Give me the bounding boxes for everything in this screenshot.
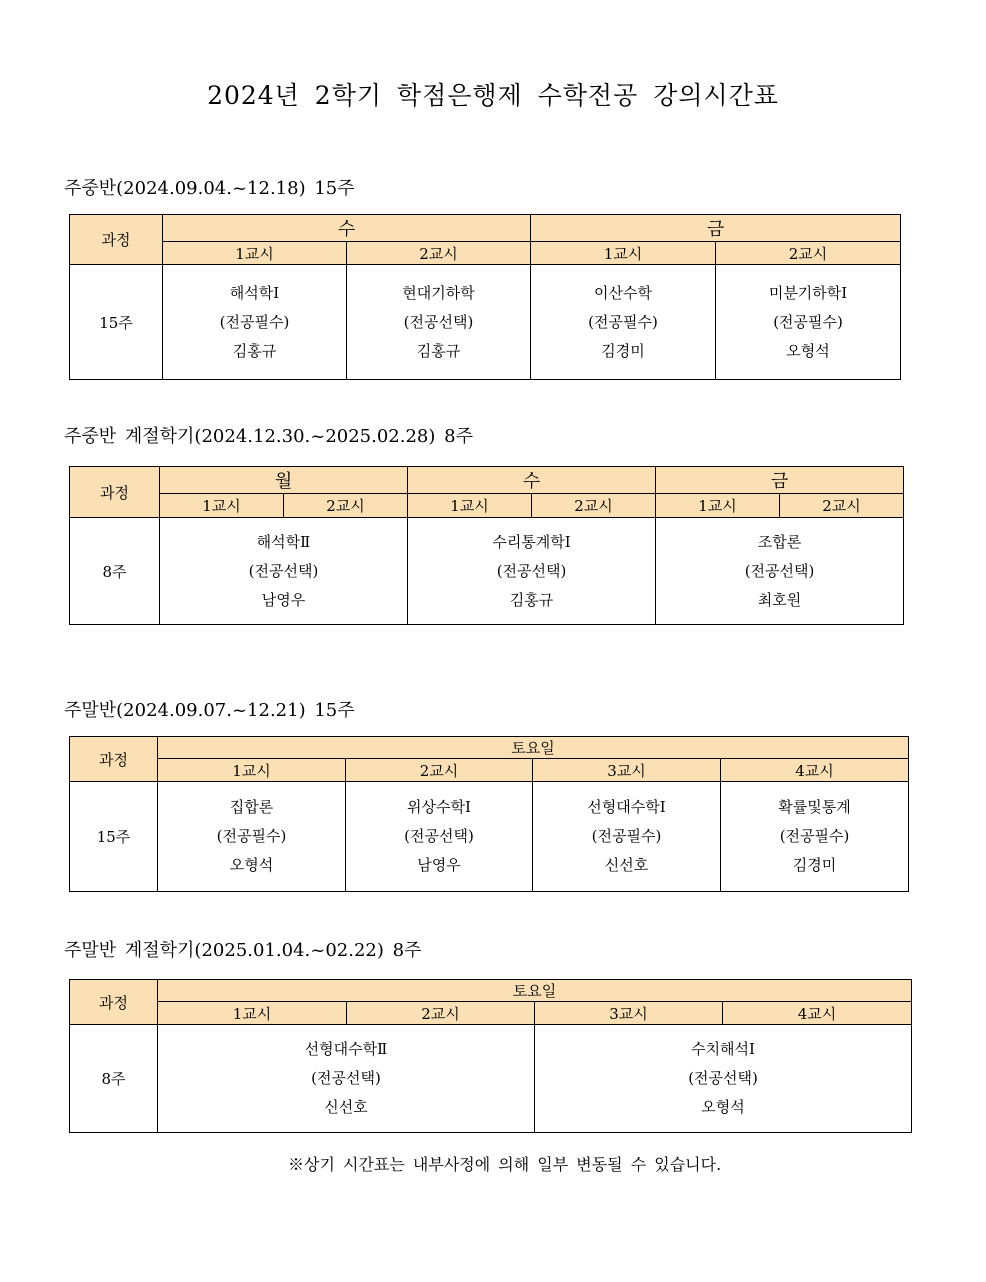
header-course: 과정 xyxy=(70,980,158,1025)
course-professor: 오형석 xyxy=(701,1098,745,1116)
header-period: 1교시 xyxy=(531,242,716,265)
course-name: 선형대수학Ⅰ xyxy=(587,798,666,816)
course-name: 이산수학 xyxy=(594,283,652,302)
course-type: (전공선택) xyxy=(311,1069,381,1087)
header-period: 2교시 xyxy=(780,494,904,518)
course-name: 현대기하학 xyxy=(402,283,475,302)
header-period: 2교시 xyxy=(716,242,901,265)
course-cell xyxy=(158,782,346,892)
course-name: 수치해석Ⅰ xyxy=(691,1040,755,1058)
header-period: 1교시 xyxy=(160,494,284,518)
course-cell xyxy=(721,782,909,892)
course-professor: 오형석 xyxy=(229,856,274,874)
header-period: 1교시 xyxy=(163,242,347,265)
course-name: 집합론 xyxy=(229,798,274,816)
timetable-weekday-seasonal xyxy=(69,466,904,625)
header-day: 월 xyxy=(160,467,408,494)
footnote: ※상기 시간표는 내부사정에 의해 일부 변동될 수 있습니다. xyxy=(288,1155,722,1174)
header-day: 금 xyxy=(656,467,904,494)
course-name: 선형대수학Ⅱ xyxy=(304,1040,388,1058)
header-day: 토요일 xyxy=(158,980,912,1002)
course-cell xyxy=(535,1025,912,1133)
header-course: 과정 xyxy=(70,737,158,782)
course-type: (전공필수) xyxy=(216,827,287,845)
row-label: 15주 xyxy=(70,265,163,380)
course-type: (전공선택) xyxy=(688,1069,758,1087)
header-course: 과정 xyxy=(70,215,163,265)
header-period: 2교시 xyxy=(347,242,531,265)
course-professor: 신선호 xyxy=(324,1098,368,1116)
course-cell xyxy=(346,782,533,892)
section-heading-weekday: 주중반(2024.09.04.~12.18) 15주 xyxy=(64,178,355,199)
course-type: (전공선택) xyxy=(744,561,815,580)
row-label: 8주 xyxy=(70,518,160,625)
section-heading-weekend: 주말반(2024.09.07.~12.21) 15주 xyxy=(64,700,355,721)
course-cell xyxy=(160,518,408,625)
row-label: 8주 xyxy=(70,1025,158,1133)
timetable-weekend-seasonal xyxy=(69,979,912,1133)
course-name: 해석학Ⅱ xyxy=(256,532,311,551)
row-label: 15주 xyxy=(70,782,158,892)
course-name: 위상수학Ⅰ xyxy=(407,798,471,816)
course-professor: 신선호 xyxy=(604,856,649,874)
header-period: 1교시 xyxy=(656,494,780,518)
header-period: 4교시 xyxy=(723,1002,912,1025)
course-professor: 오형석 xyxy=(786,341,830,360)
course-type: (전공선택) xyxy=(248,561,319,580)
section-heading-weekday-seasonal: 주중반 계절학기(2024.12.30.~2025.02.28) 8주 xyxy=(64,426,473,447)
course-type: (전공선택) xyxy=(496,561,567,580)
course-professor: 김홍규 xyxy=(232,341,277,360)
course-type: (전공필수) xyxy=(591,827,662,845)
header-period: 2교시 xyxy=(532,494,656,518)
header-period: 2교시 xyxy=(347,1002,535,1025)
header-day: 수 xyxy=(163,215,531,242)
header-period: 1교시 xyxy=(408,494,532,518)
course-professor: 김경미 xyxy=(792,856,837,874)
course-type: (전공선택) xyxy=(403,312,474,331)
course-name: 수리통계학Ⅰ xyxy=(492,532,571,551)
course-cell xyxy=(531,265,716,380)
course-name: 조합론 xyxy=(757,532,802,551)
course-cell xyxy=(533,782,721,892)
course-professor: 남영우 xyxy=(261,590,306,609)
course-name: 확률및통계 xyxy=(778,798,851,816)
course-name: 미분기하학Ⅰ xyxy=(768,283,848,302)
course-cell xyxy=(347,265,531,380)
course-cell xyxy=(716,265,901,380)
course-professor: 남영우 xyxy=(417,856,461,874)
course-professor: 김홍규 xyxy=(416,341,461,360)
course-cell xyxy=(163,265,347,380)
header-period: 2교시 xyxy=(284,494,408,518)
course-professor: 김홍규 xyxy=(509,590,554,609)
header-day: 수 xyxy=(408,467,656,494)
course-cell xyxy=(408,518,656,625)
course-cell xyxy=(656,518,904,625)
header-day: 금 xyxy=(531,215,901,242)
header-period: 4교시 xyxy=(721,759,909,782)
course-type: (전공필수) xyxy=(219,312,290,331)
header-period: 3교시 xyxy=(533,759,721,782)
course-type: (전공필수) xyxy=(773,312,843,331)
page-title: 2024년 2학기 학점은행제 수학전공 강의시간표 xyxy=(207,81,779,110)
timetable-weekday xyxy=(69,214,901,380)
course-professor: 최호원 xyxy=(757,590,802,609)
course-type: (전공선택) xyxy=(404,827,474,845)
header-period: 3교시 xyxy=(535,1002,723,1025)
timetable-weekend xyxy=(69,736,909,892)
header-day: 토요일 xyxy=(158,737,909,759)
header-period: 1교시 xyxy=(158,759,346,782)
course-type: (전공필수) xyxy=(779,827,850,845)
section-heading-weekend-seasonal: 주말반 계절학기(2025.01.04.~02.22) 8주 xyxy=(64,940,422,961)
course-name: 해석학Ⅰ xyxy=(229,283,280,302)
header-course: 과정 xyxy=(70,467,160,518)
header-period: 1교시 xyxy=(158,1002,347,1025)
course-professor: 김경미 xyxy=(601,341,645,360)
course-cell xyxy=(158,1025,535,1133)
course-type: (전공필수) xyxy=(588,312,658,331)
header-period: 2교시 xyxy=(346,759,533,782)
